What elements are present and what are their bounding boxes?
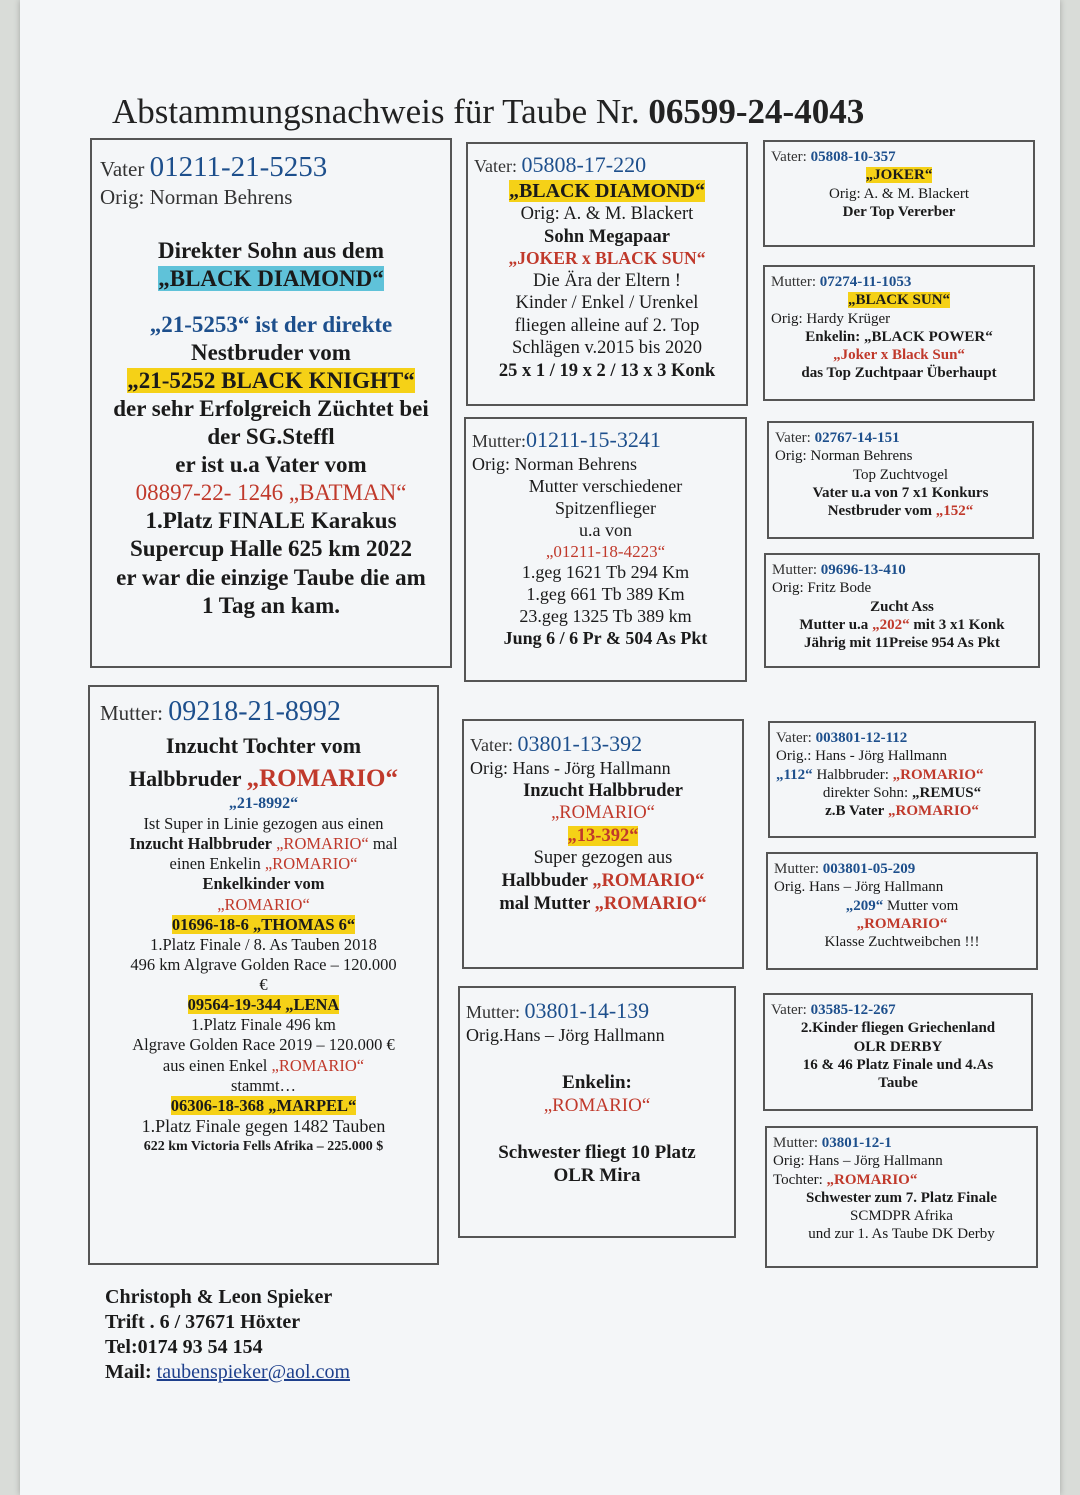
great-grandmother-3-box: Mutter: 003801-05-209 Orig. Hans – Jörg Hallmann „209“ Mutter vom „ROMARIO“ Klasse Zuchtweibchen !!! [766,852,1038,970]
maternal-grandmother-box: Mutter: 03801-14-139 Orig.Hans – Jörg Hallmann Enkelin: „ROMARIO“ Schwester fliegt 10 Platz OLR Mira [458,986,736,1238]
email-link[interactable]: taubenspieker@aol.com [156,1361,351,1383]
great-grandfather-3-box: Vater: 003801-12-112 Orig.: Hans - Jörg Hallmann „112“ Halbbruder: „ROMARIO“ direkter Sohn: „REMUS“ z.B Vater „ROMARIO“ [768,721,1036,838]
contact-phone: Tel:0174 93 54 154 [105,1336,263,1358]
pigeon-number: 06599-24-4043 [648,92,865,131]
paternal-grandmother-box: Mutter:01211-15-3241 Orig: Norman Behrens Mutter verschiedener Spitzenflieger u.a von „01211-18-4223“ 1.geg 1621 Tb 294 Km 1.geg 661 Tb 389 Km 23.geg 1325 Tb 389 km Jung 6 / 6 Pr & 504 As Pkt [464,417,747,682]
father-number: 01211-21-5253 [149,151,328,183]
father-box: Vater 01211-21-5253 Orig: Norman Behrens Direkter Sohn aus dem „BLACK DIAMOND“ „21-5253“ ist der direkte Nestbruder vom „21-5252 BLACK KNIGHT“ der sehr Erfolgreich Züchtet bei der SG.Steffl er ist u.a Vater vom 08897-22- 1246 „BATMAN“ 1.Platz FINALE Karakus Supercup Halle 625 km 2022 er war die einzige Taube die am 1 Tag an kam. [90,138,452,668]
page-title: Abstammungsnachweis für Taube Nr. 06599-24-4043 [112,92,865,131]
maternal-grandfather-box: Vater: 03801-13-392 Orig: Hans - Jörg Hallmann Inzucht Halbbruder „ROMARIO“ „13-392“ Super gezogen aus Halbbuder „ROMARIO“ mal Mutter „ROMARIO“ [462,719,744,969]
great-grandmother-2-box: Mutter: 09696-13-410 Orig: Fritz Bode Zucht Ass Mutter u.a „202“ mit 3 x1 Konk Jährig mit 11Preise 954 As Pkt [764,553,1040,668]
great-grandmother-1-box: Mutter: 07274-11-1053 „BLACK SUN“ Orig: Hardy Krüger Enkelin: „BLACK POWER“ „Joker x Black Sun“ das Top Zuchtpaar Überhaupt [763,265,1035,401]
great-grandfather-4-box: Vater: 03585-12-267 2.Kinder fliegen Griechenland OLR DERBY 16 & 46 Platz Finale und 4.As Taube [763,993,1033,1111]
great-grandmother-4-box: Mutter: 03801-12-1 Orig: Hans – Jörg Hallmann Tochter: „ROMARIO“ Schwester zum 7. Platz Finale SCMDPR Afrika und zur 1. As Taube DK Derby [765,1126,1038,1268]
contact-address: Trift . 6 / 37671 Höxter [105,1311,301,1333]
mother-number: 09218-21-8992 [168,696,341,727]
contact-name: Christoph & Leon Spieker [105,1286,333,1308]
great-grandfather-2-box: Vater: 02767-14-151 Orig: Norman Behrens Top Zuchtvogel Vater u.a von 7 x1 Konkurs Nestbruder vom „152“ [767,421,1034,539]
great-grandfather-1-box: Vater: 05808-10-357 „JOKER“ Orig: A. & M. Blackert Der Top Vererber [763,140,1035,247]
paternal-grandfather-box: Vater: 05808-17-220 „BLACK DIAMOND“ Orig: A. & M. Blackert Sohn Megapaar „JOKER x BLACK SUN“ Die Ära der Eltern ! Kinder / Enkel / Urenkel fliegen alleine auf 2. Top Schlägen v.2015 bis 2020 25 x 1 / 19 x 2 / 13 x 3 Konk [466,142,748,406]
contact-block: Christoph & Leon Spieker Trift . 6 / 37671 Höxter Tel:0174 93 54 154 Mail: taubenspieker@aol.com [105,1286,351,1383]
mother-box: Mutter: 09218-21-8992 Inzucht Tochter vom Halbbruder „ROMARIO“ „21-8992“ Ist Super in Linie gezogen aus einen Inzucht Halbbruder „ROMARIO“ mal einen Enkelin „ROMARIO“ Enkelkinder vom „ROMARIO“ 01696-18-6 „THOMAS 6“ 1.Platz Finale / 8. As Tauben 2018 496 km Algrave Golden Race – 120.000 € 09564-19-344 „LENA 1.Platz Finale 496 km Algrave Golden Race 2019 – 120.000 € aus einen Enkel „ROMARIO“ stammt… 06306-18-368 „MARPEL“ 1.Platz Finale gegen 1482 Tauben 622 km Victoria Fells Afrika – 225.000 $ [88,685,439,1265]
